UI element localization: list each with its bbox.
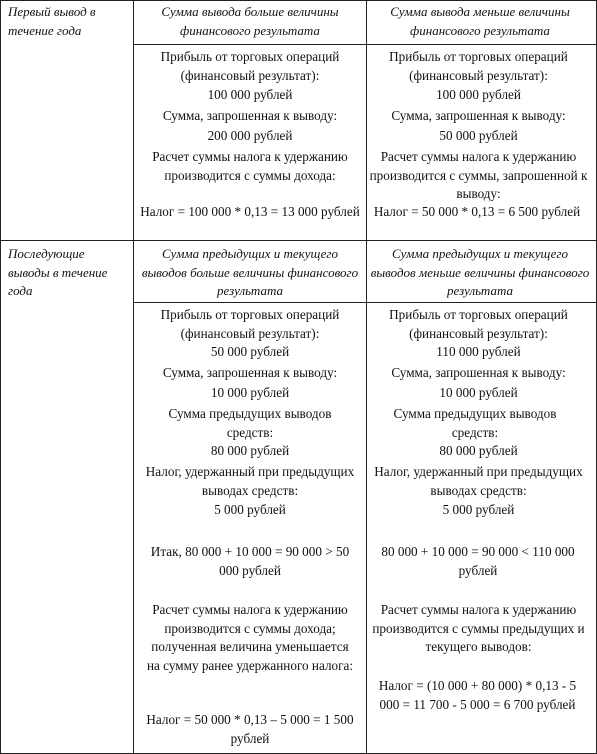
previous-withdrawals-label: Сумма предыдущих выводов средств: [168,406,332,440]
requested-label: Сумма, запрошенная к выводу: [162,108,338,123]
previous-withdrawals-value: 80 000 рублей [439,443,518,458]
withheld-tax-value: 5 000 рублей [214,502,286,517]
header-sum-less: Сумма предыдущих и текущего выводов меньше величины финансового результата [370,246,590,298]
tax-calc-text: Расчет суммы налога к удержанию производится с суммы предыдущих и текущего выводов: [372,602,585,654]
previous-withdrawals-label: Сумма предыдущих выводов средств: [393,406,557,440]
profit-label: Прибыль от торговых операций (финансовый результат): [160,49,340,83]
header-amount-greater: Сумма вывода больше величины финансового результата [161,4,339,38]
profit-value: 100 000 рублей [207,87,293,102]
tax-formula: Налог = 100 000 * 0,13 = 13 000 рублей [140,204,360,219]
requested-label: Сумма, запрошенная к выводу: [391,108,566,123]
profit-value: 110 000 рублей [436,344,521,359]
profit-label: Прибыль от торговых операций (финансовый результат): [389,307,568,341]
table-border-top [0,0,597,1]
row-divider [0,240,597,241]
header-amount-less: Сумма вывода меньше величины финансового результата [390,4,570,38]
requested-label: Сумма, запрошенная к выводу: [391,365,566,380]
requested-value: 200 000 рублей [207,128,293,143]
profit-label: Прибыль от торговых операций (финансовый результат): [160,307,340,341]
row-label-subsequent-withdrawals: Последующие выводы в течение года [8,246,108,298]
tax-calc-text: Расчет суммы налога к удержанию производится с суммы дохода; полученная величина уменьшается на сумму ранее удержанного налога: [146,602,354,673]
tax-calc-text: Расчет суммы налога к удержанию производится с суммы, запрошенной к выводу: [369,149,588,201]
tax-formula: Налог = 50 000 * 0,13 – 5 000 = 1 500 рублей [146,712,354,746]
profit-label: Прибыль от торговых операций (финансовый результат): [389,49,568,83]
withheld-tax-label: Налог, удержанный при предыдущих выводах средств: [145,464,355,498]
requested-label: Сумма, запрошенная к выводу: [162,365,338,380]
withheld-tax-label: Налог, удержанный при предыдущих выводах средств: [374,464,583,498]
tax-formula: Налог = (10 000 + 80 000) * 0,13 - 5 000 = 11 700 - 5 000 = 6 700 рублей [378,678,577,712]
withheld-tax-value: 5 000 рублей [442,502,515,517]
requested-value: 10 000 рублей [439,385,518,400]
requested-value: 50 000 рублей [439,128,518,143]
requested-value: 10 000 рублей [210,385,290,400]
comparison-text: Итак, 80 000 + 10 000 = 90 000 > 50 000 рублей [150,544,350,578]
comparison-text: 80 000 + 10 000 = 90 000 < 110 000 рублей [381,544,575,578]
previous-withdrawals-value: 80 000 рублей [210,443,290,458]
header-sum-greater: Сумма предыдущих и текущего выводов больше величины финансового результата [141,246,359,298]
table-border-left [0,0,1,754]
profit-value: 100 000 рублей [436,87,521,102]
tax-calc-text: Расчет суммы налога к удержанию производится с суммы дохода: [152,149,348,183]
tax-formula: Налог = 50 000 * 0,13 = 6 500 рублей [373,204,581,219]
row-label-first-withdrawal: Первый вывод в течение года [8,4,96,38]
profit-value: 50 000 рублей [210,344,290,359]
